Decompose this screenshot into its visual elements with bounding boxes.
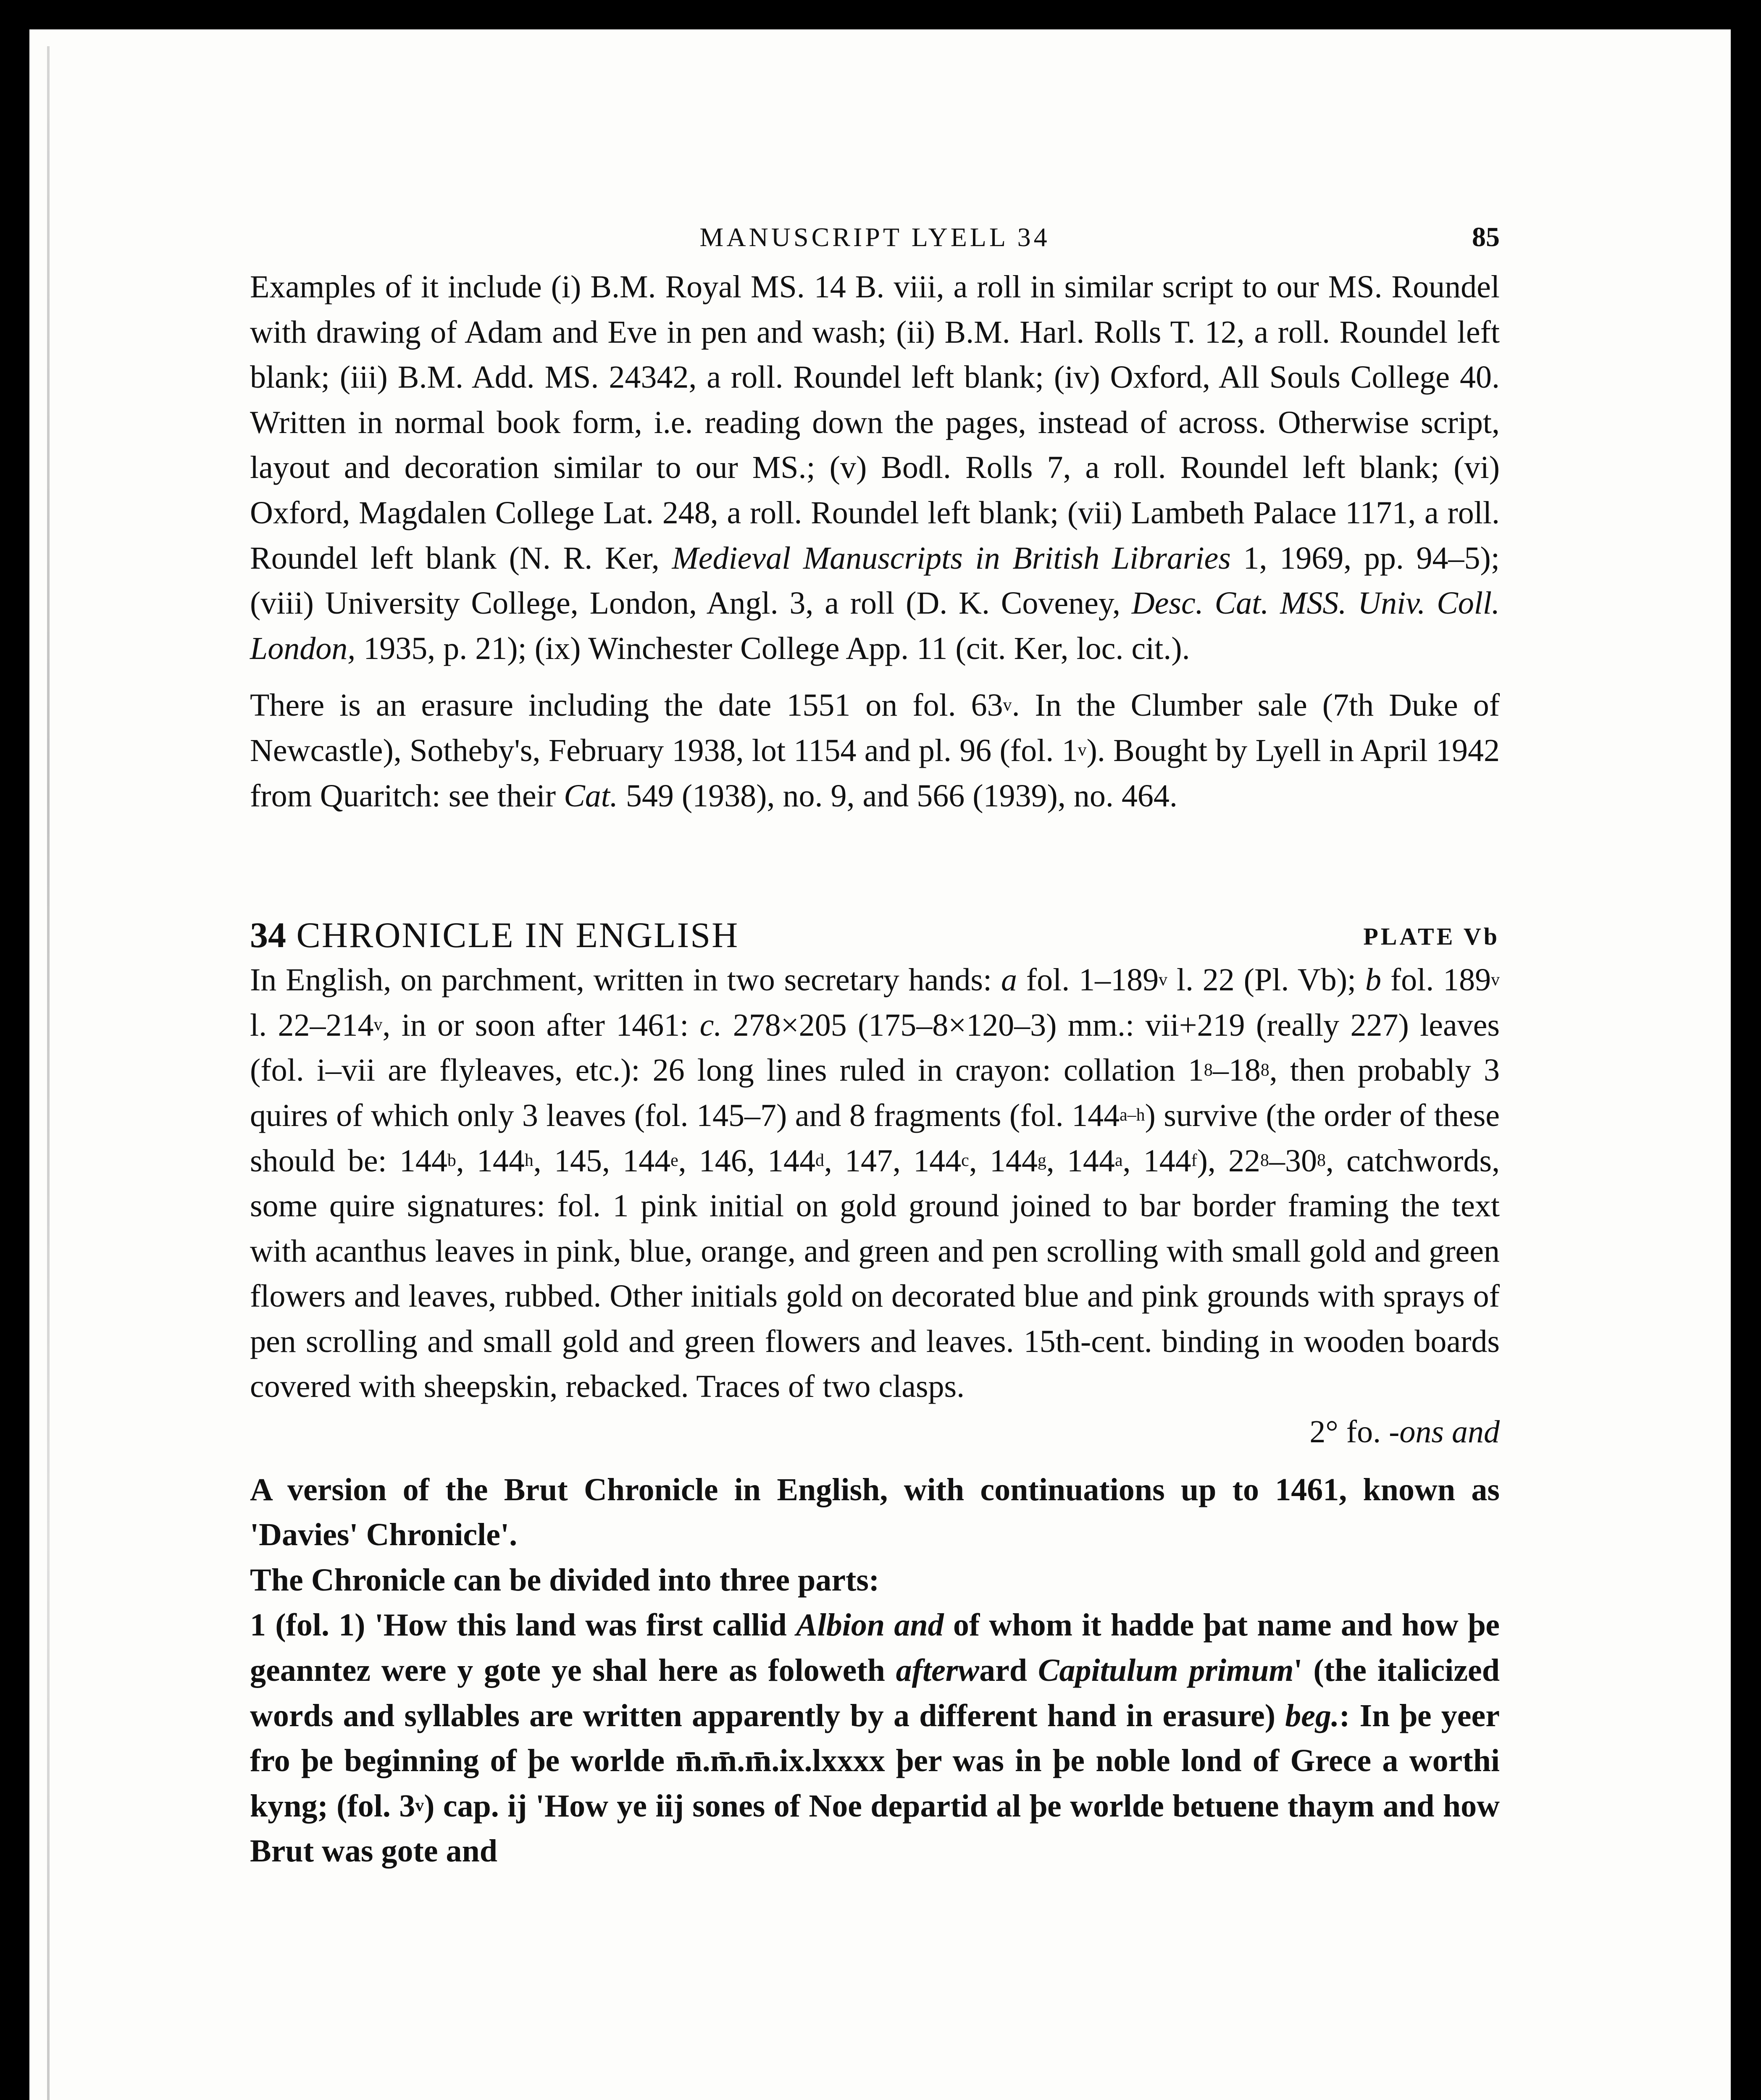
book-page <box>29 29 1731 2100</box>
entry-number: 34 <box>250 915 286 956</box>
page-text-block <box>250 216 1500 1874</box>
plate-reference: PLATE Vb <box>1363 923 1500 950</box>
second-folio-incipit: 2° fo. -ons and <box>1309 1414 1500 1450</box>
paragraph-provenance: There is an erasure including the date 1551 on fol. 63$^v$. In the Clumber sale (7th Duke of Newcastle), Sotheby's, February 1938, lot 1154 and pl. 96 (fol. 1$^v$). Bought by Lyell in April 1942 from Quaritch: see their Cat. 549 (1938), no. 9, and 566 (1939), no. 464. <box>250 688 1500 814</box>
parts-intro: The Chronicle can be divided into three parts: <box>250 1562 880 1598</box>
entry-heading <box>250 912 1500 958</box>
physical-description: In English, on parchment, written in two secretary hands: a fol. 1–189$^v$ l. 22 (Pl. Vb); b fol. 189$^v$ l. 22–214$^v$, in or soon after 1461: c. 278×205 (175–8×120–3) mm.: vii+219 (really 227) leaves (fol. i–vii are flyleaves, etc.): 26 long lines ruled in crayon: collation $1^8-18^8$, then probably 3 quires of which only 3 leaves (fol. 145–7) and 8 fragments (fol. 144$^{a-h}$) survive (the order of these should be: 144$^b$, 144$^h$, 145, 144e, 146, 144$^d$, 147, 144$^c$, 144$^g$, 144$^a$, 144$^f$), $22^8-30^8$, catchwords, some quire signatures: fol. 1 pink initial on gold ground joined to bar border framing the text with acanthus leaves in pink, blue, orange, and green and pen scrolling with small gold and green flowers and leaves, rubbed. Other initials gold on decorated blue and pink grounds with sprays of pen scrolling and small gold and green flowers and leaves. 15th-cent. binding in wooden boards covered with sheepskin, rebacked. Traces of two clasps. <box>250 962 1500 1404</box>
part-1-description: 1 (fol. 1) 'How this land was first callid Albion and of whom it hadde þat name and how þe geanntez were y gote ye shal here as foloweth afterward Capitulum primum' (the italicized words and syllables are written apparently by a different hand in erasure) beg.: In þe yeer fro þe beginning of þe worlde m̄.m̄.m̄.ix.lxxxx þer was in þe noble lond of Grece a worthi kyng; (fol. 3$^v$) cap. ij 'How ye iij sones of Noe departid al þe worlde betuene thaym and how Brut was gote and <box>250 1607 1500 1869</box>
running-head <box>250 216 1500 265</box>
content-summary: A version of the Brut Chronicle in English, with continuations up to 1461, known as 'Davies' Chronicle'. <box>250 1472 1500 1553</box>
section-spacer <box>250 830 1500 912</box>
page-number: 85 <box>1472 222 1500 252</box>
paragraph-examples: Examples of it include (i) B.M. Royal MS. 14 B. viii, a roll in similar script to our MS. Roundel with drawing of Adam and Eve in pen and wash; (ii) B.M. Harl. Rolls T. 12, a roll. Roundel left blank; (iii) B.M. Add. MS. 24342, a roll. Roundel left blank; (iv) Oxford, All Souls College 40. Written in normal book form, i.e. reading down the pages, instead of across. Otherwise script, layout and decoration similar to our MS.; (v) Bodl. Rolls 7, a roll. Roundel left blank; (vi) Oxford, Magdalen College Lat. 248, a roll. Roundel left blank; (vii) Lambeth Palace 1171, a roll. Roundel left blank (N. R. Ker, Medieval Manuscripts in British Libraries 1, 1969, pp. 94–5); (viii) University College, London, Angl. 3, a roll (D. K. Coveney, Desc. Cat. MSS. Univ. Coll. London, 1935, p. 21); (ix) Winchester College App. 11 (cit. Ker, loc. cit.). <box>250 269 1500 666</box>
entry-title-text: CHRONICLE IN ENGLISH <box>296 915 739 956</box>
running-head-title: MANUSCRIPT LYELL 34 <box>699 222 1050 252</box>
binding-gutter-shadow <box>47 46 50 2100</box>
entry-title <box>250 912 739 958</box>
